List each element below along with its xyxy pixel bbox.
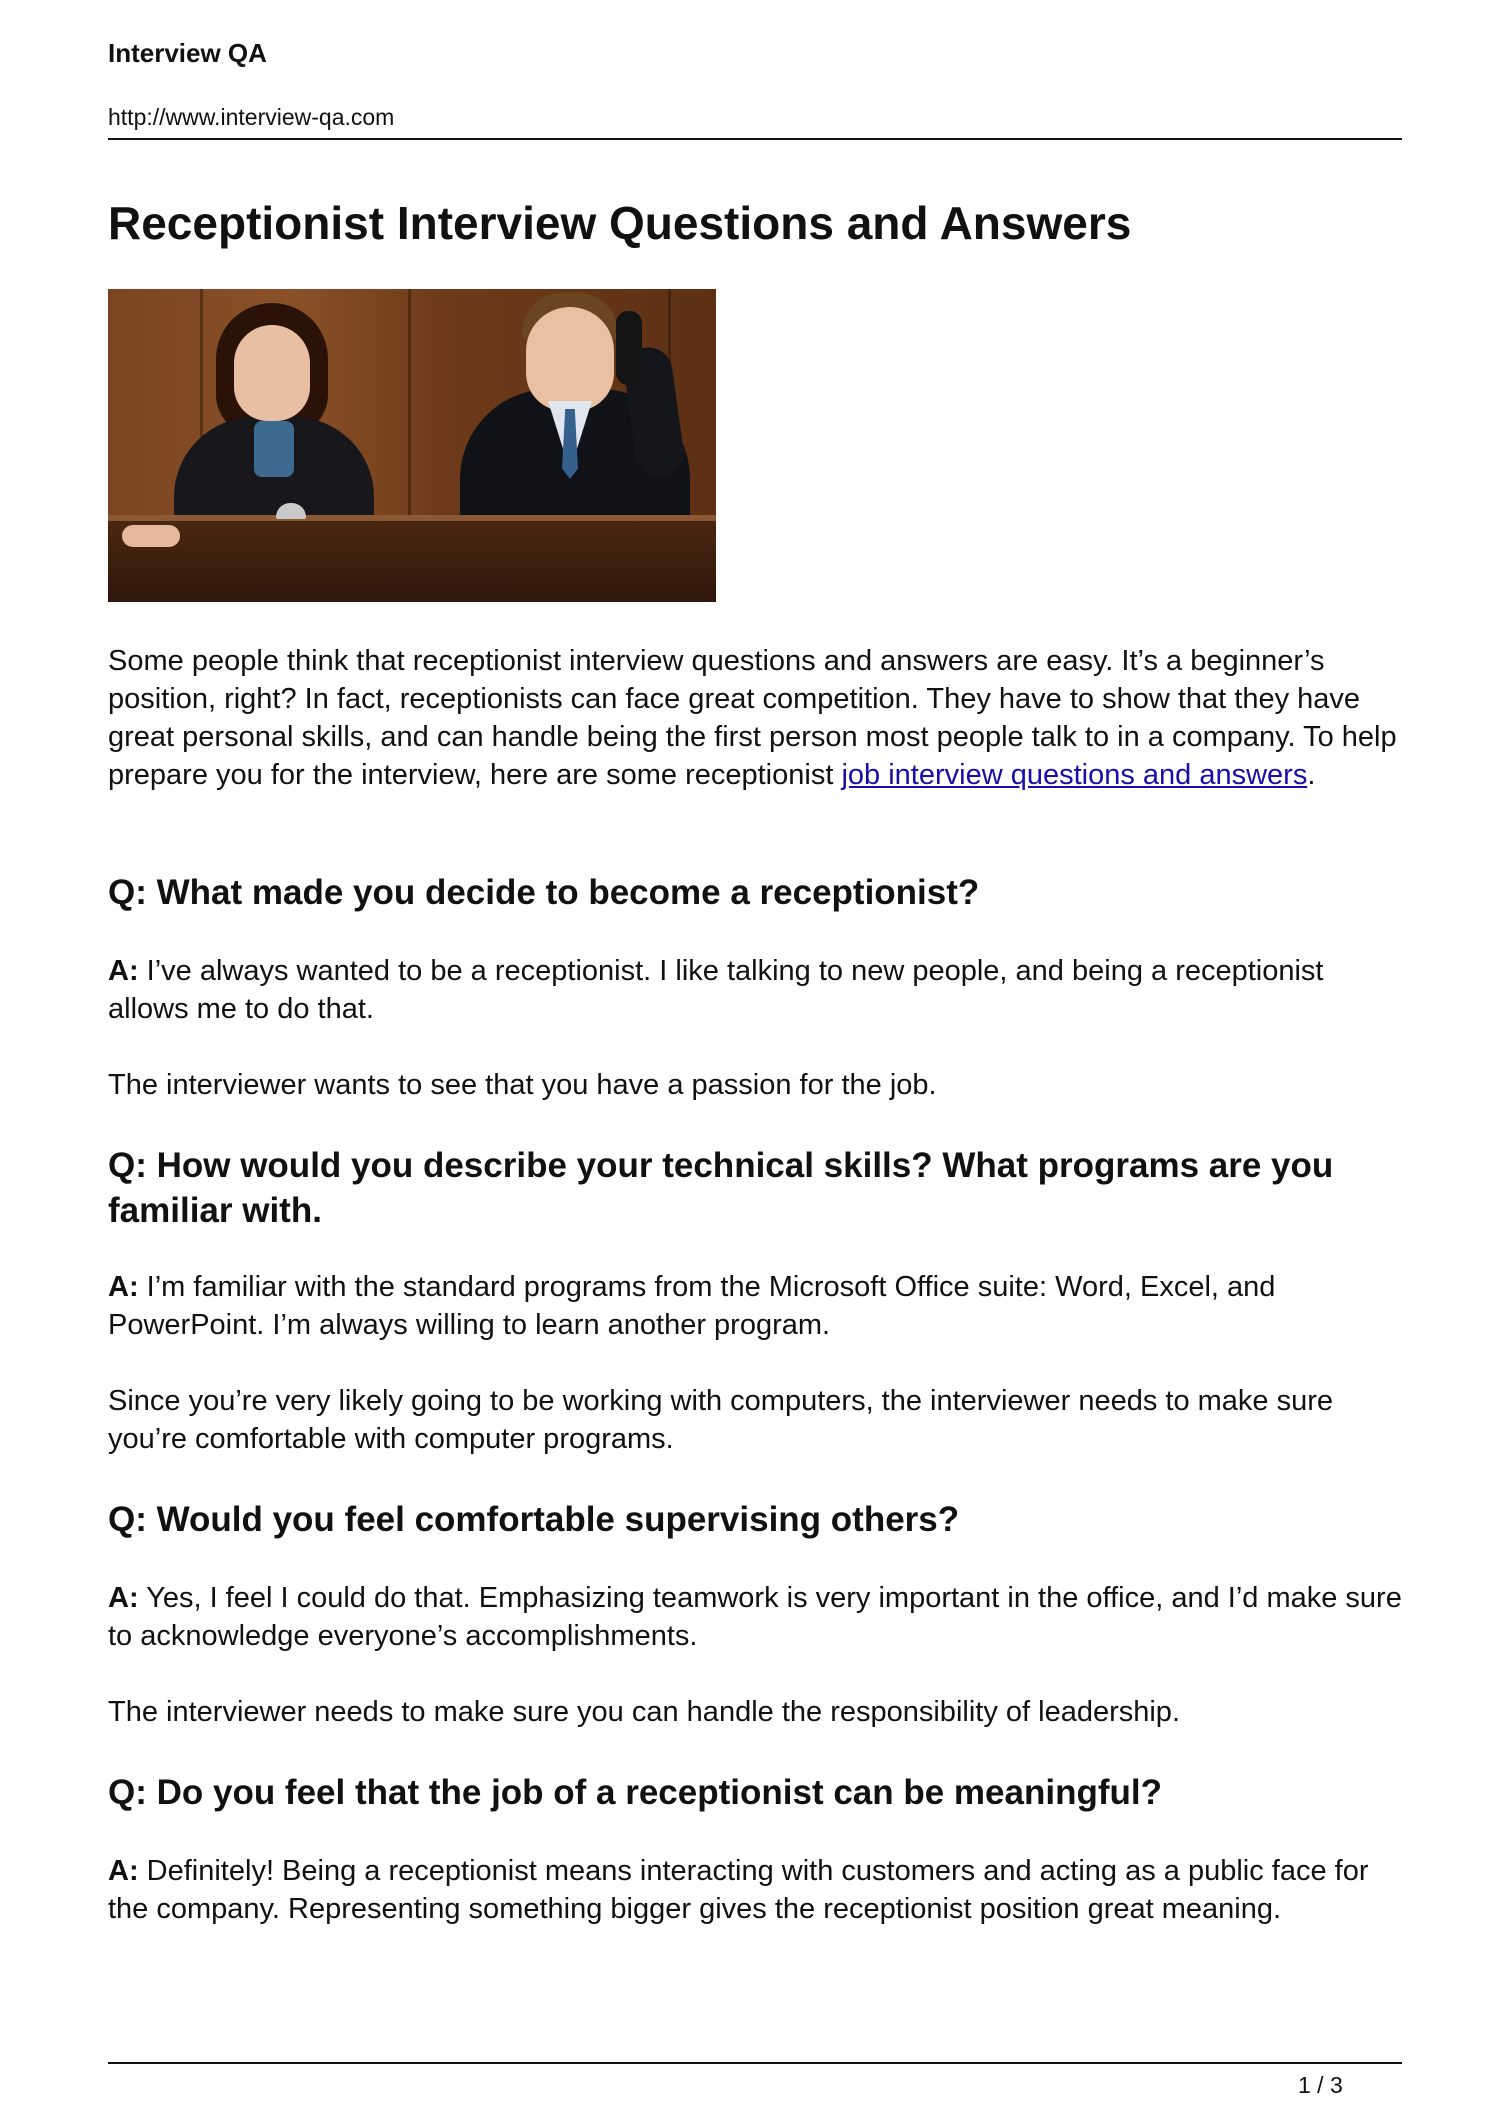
note-paragraph: The interviewer needs to make sure you can handle the responsibility of leadership. — [108, 1696, 1180, 1728]
footer-divider — [108, 2062, 1402, 2064]
answer-label: A: — [108, 955, 139, 987]
answer-text: Definitely! Being a receptionist means interacting with customers and acting as a public face for the company. Representing something bigger gives the receptionist position great meaning. — [108, 1855, 1369, 1925]
answer-paragraph — [108, 1852, 1408, 1928]
page-title: Receptionist Interview Questions and Answers — [108, 197, 1132, 249]
answer-text: I’ve always wanted to be a receptionist. I like talking to new people, and being a receptionist allows me to do that. — [108, 955, 1324, 1025]
note-paragraph: Since you’re very likely going to be working with computers, the interviewer needs to make sure you’re comfortable with computer programs. — [108, 1385, 1334, 1455]
answer-label: A: — [108, 1271, 139, 1303]
answer-text: I’m familiar with the standard programs from the Microsoft Office suite: Word, Excel, and PowerPoint. I’m always willing to learn another program. — [108, 1271, 1276, 1341]
article-photo — [108, 289, 716, 602]
header-divider — [108, 138, 1402, 140]
answer-paragraph — [108, 1579, 1408, 1655]
photo-hand — [122, 525, 180, 547]
intro-end: . — [1307, 759, 1316, 791]
photo-phone-handset — [616, 311, 642, 385]
site-name: Interview QA — [108, 38, 267, 68]
question-heading: Q: What made you decide to become a receptionist? — [108, 873, 980, 912]
question-heading: Q: How would you describe your technical skills? What programs are you familiar with. — [108, 1146, 1334, 1230]
question-heading: Q: Do you feel that the job of a receptionist can be meaningful? — [108, 1773, 1162, 1812]
answer-label: A: — [108, 1855, 139, 1887]
answer-text: Yes, I feel I could do that. Emphasizing teamwork is very important in the office, and I’d make sure to acknowledge everyone’s accomplishments. — [108, 1582, 1402, 1652]
photo-woman-face — [234, 325, 310, 421]
answer-paragraph — [108, 952, 1408, 1028]
question-heading: Q: Would you feel comfortable supervising others? — [108, 1500, 960, 1539]
answer-paragraph — [108, 1268, 1408, 1344]
note-paragraph: The interviewer wants to see that you have a passion for the job. — [108, 1069, 937, 1101]
site-url[interactable]: http://www.interview-qa.com — [108, 104, 395, 130]
photo-man-face — [526, 307, 614, 411]
page-number: 1 / 3 — [1298, 2072, 1343, 2098]
job-interview-link[interactable]: job interview questions and answers — [841, 759, 1308, 791]
photo-woman-scarf — [254, 421, 294, 477]
intro-paragraph — [108, 642, 1408, 794]
photo-desk — [108, 521, 716, 602]
answer-label: A: — [108, 1582, 139, 1614]
intro-text: Some people think that receptionist interview questions and answers are easy. It’s a beginner’s position, right? In fact, receptionists can face great competition. They have to show that they have great personal skills, and can handle being the first person most people talk to in a company. To help prepare you for the interview, here are some receptionist — [108, 645, 1397, 791]
